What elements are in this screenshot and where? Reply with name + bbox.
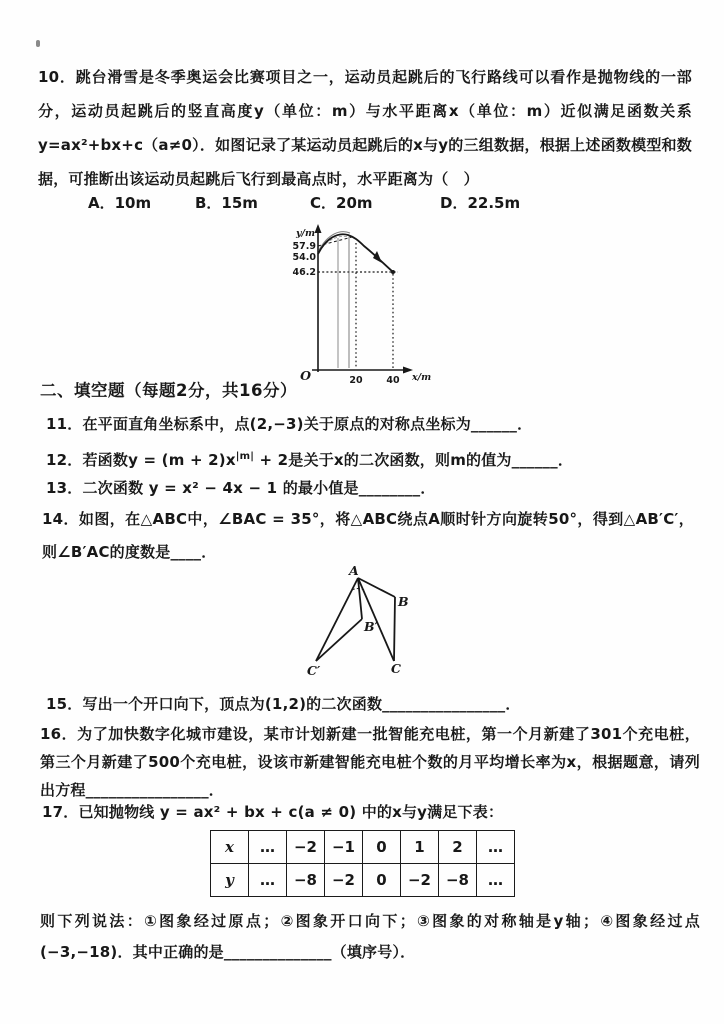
question-16-text: 16．为了加快数字化城市建设，某市计划新建一批智能充电桩，第一个月新建了301个充电桩，第三个月新建了500个充电桩，设该市新建智能充电桩个数的月平均增长率为x，根据题意，请列出方程________________． <box>40 725 700 799</box>
data-point-marker <box>391 270 395 274</box>
edge-BC <box>394 597 395 661</box>
q12-exponent: |m| <box>235 451 255 462</box>
cell-y-dots: … <box>477 864 515 897</box>
q17-value-table <box>210 830 515 897</box>
question-13-text: 13．二次函数 y = x² − 4x − 1 的最小值是________． <box>46 479 436 497</box>
x-tick-40: 40 <box>386 375 400 386</box>
cell-y-dots: … <box>249 864 287 897</box>
q10-parabola-figure <box>290 222 440 390</box>
table-row-x <box>211 831 515 864</box>
scan-artifact <box>36 40 40 47</box>
q10-option-c: C．20m <box>310 194 373 212</box>
cell-x-dots: … <box>477 831 515 864</box>
vertex-label-A: A <box>349 563 359 578</box>
vertex-label-C: C <box>391 661 401 676</box>
y-axis-arrow-icon <box>315 224 322 233</box>
section-fill-in-header: 二、填空题（每题2分，共16分） <box>40 381 297 400</box>
question-11-text: 11．在平面直角坐标系中，点(2,−3)关于原点的对称点坐标为______． <box>46 415 533 433</box>
edge-Bprime-Cprime <box>316 619 362 661</box>
cell-y-value: −8 <box>287 864 325 897</box>
cell-x-dots: … <box>249 831 287 864</box>
vertex-label-B: B <box>398 594 409 609</box>
cell-x-value: −2 <box>287 831 325 864</box>
cell-x-value: −1 <box>325 831 363 864</box>
parabola-curve <box>318 234 393 272</box>
y-tick-46-2: 46.2 <box>292 267 316 278</box>
cell-x-header: x <box>211 831 249 864</box>
q12-pre: 12．若函数y = (m + 2)x <box>46 451 236 469</box>
question-17-text: 17．已知抛物线 y = ax² + bx + c(a ≠ 0) 中的x与y满足下表： <box>42 803 504 821</box>
y-axis-label: y/m <box>296 228 316 239</box>
vertex-label-C-prime: C′ <box>307 663 321 678</box>
x-tick-20: 20 <box>349 375 363 386</box>
cell-y-header: y <box>211 864 249 897</box>
cell-x-value: 0 <box>363 831 401 864</box>
edge-ACprime <box>316 578 358 661</box>
question-15-text: 15．写出一个开口向下，顶点为(1,2)的二次函数________________． <box>46 695 521 713</box>
y-tick-57-9: 57.9 <box>292 241 316 252</box>
x-axis-label: x/m <box>412 372 432 383</box>
question-14-text: 14．如图，在△ABC中，∠BAC = 35°，将△ABC绕点A顺时针方向旋转50°，得到△AB′C′，则∠B′AC的度数是____． <box>42 510 694 561</box>
y-tick-54-0: 54.0 <box>292 252 316 263</box>
curve-arrow-icon <box>373 251 382 263</box>
q12-post: + 2是关于x的二次函数，则m的值为______． <box>254 451 574 469</box>
cell-y-value: −8 <box>439 864 477 897</box>
question-17-statements: 则下列说法：①图象经过原点；②图象开口向下；③图象的对称轴是y轴；④图象经过点(−3,−18)．其中正确的是______________（填序号）． <box>40 912 700 961</box>
cell-x-value: 2 <box>439 831 477 864</box>
cell-y-value: −2 <box>401 864 439 897</box>
q10-option-b: B．15m <box>195 194 258 212</box>
question-10-text: 10．跳台滑雪是冬季奥运会比赛项目之一，运动员起跳后的飞行路线可以看作是抛物线的一部分，运动员起跳后的竖直高度y（单位：m）与水平距离x（单位：m）近似满足函数关系 y=ax²+bx+c（a≠0）．如图记录了某运动员起跳后的x与y的三组数据，根据上述函数模型和数据，可推断出该运动员起跳后飞行到最高点时，水平距离为（ ） <box>38 68 692 188</box>
q10-option-d: D．22.5m <box>440 194 521 212</box>
q10-option-a: A．10m <box>88 194 152 212</box>
table-row-y <box>211 864 515 897</box>
cell-x-value: 1 <box>401 831 439 864</box>
q14-triangle-figure <box>283 563 428 685</box>
edge-AB <box>358 578 395 597</box>
cell-y-value: −2 <box>325 864 363 897</box>
vertex-label-B-prime: B′ <box>364 619 378 634</box>
origin-label: O <box>300 368 311 383</box>
cell-y-value: 0 <box>363 864 401 897</box>
